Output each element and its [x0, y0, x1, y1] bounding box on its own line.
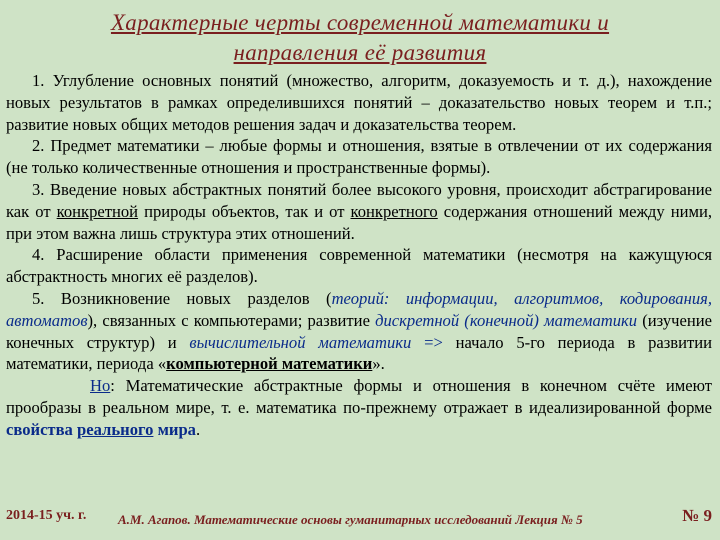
p6-real: реального [77, 419, 154, 439]
paragraph-2: 2. Предмет математики – любые формы и отношения, взятые в отвлечении от их содержания (не только количественные отношения и пространственные формы). [6, 136, 712, 178]
p5-computational-math: вычислительной математики [189, 332, 412, 352]
footer-year: 2014-15 уч. г. [6, 508, 87, 523]
p6-period: . [195, 419, 201, 439]
p6-world: мира [157, 419, 196, 439]
p3-text-a: 3. Введение новых абстрактных понятий более высокого уровня, происходит абстрагирование как от [6, 179, 712, 221]
title-line-2: направления её развития [233, 40, 487, 65]
p6-text-b: : Математические абстрактные формы и отношения в конечном счёте имеют прообразы в реальном мире, т. е. математика по-прежнему отражает в идеализированной форме [6, 376, 712, 417]
p5-text-a: 5. Возникновение новых разделов ( [32, 288, 332, 308]
p5-implies-arrow: => [411, 332, 456, 352]
p3-underlined-concrete-1: конкретной [56, 201, 139, 221]
p5-text-e: (изучение конечных структур) и [6, 310, 712, 352]
slide-title [0, 8, 720, 68]
p5-discrete-math: дискретной (конечной) математики [375, 310, 638, 330]
slide-number: № 9 [682, 506, 712, 525]
p3-text-c: природы объектов, так и от [138, 201, 351, 221]
p5-computer-math: компьютерной математики [166, 354, 373, 374]
p6-but: Но [90, 376, 111, 396]
p5-text-c: ), связанных с компьютерами; развитие [87, 310, 376, 330]
paragraph-3 [6, 179, 712, 244]
paragraph-4: 4. Расширение области применения современной математики (несмотря на кажущуюся абстрактность многих её разделов). [6, 245, 712, 287]
paragraph-1: 1. Углубление основных понятий (множество, алгоритм, доказуемость и т. д.), нахождение новых результатов в рамках определившихся понятий – доказательство новых теорем и т.п.; развитие новых общих методов решения задач и доказательства теорем. [6, 71, 712, 134]
p6-properties: свойства [6, 419, 73, 439]
paragraph-5 [6, 288, 712, 375]
slide-body [6, 70, 712, 441]
p5-text-h: начало 5-го периода в развитии математики, периода « [6, 332, 713, 374]
footer-citation: А.М. Агапов. Математические основы гуманитарных исследований Лекция № 5 [118, 512, 583, 527]
paragraph-6 [6, 375, 712, 440]
p3-underlined-concrete-2: конкретного [350, 201, 438, 221]
title-line-1: Характерные черты современной математики и [110, 10, 610, 35]
p5-text-j: ». [372, 354, 385, 374]
p5-theories: теорий: информации, алгоритмов, кодирования, автоматов [6, 288, 712, 330]
p3-text-e: содержания отношений между ними, при этом важна лишь структура этих отношений. [6, 201, 712, 243]
